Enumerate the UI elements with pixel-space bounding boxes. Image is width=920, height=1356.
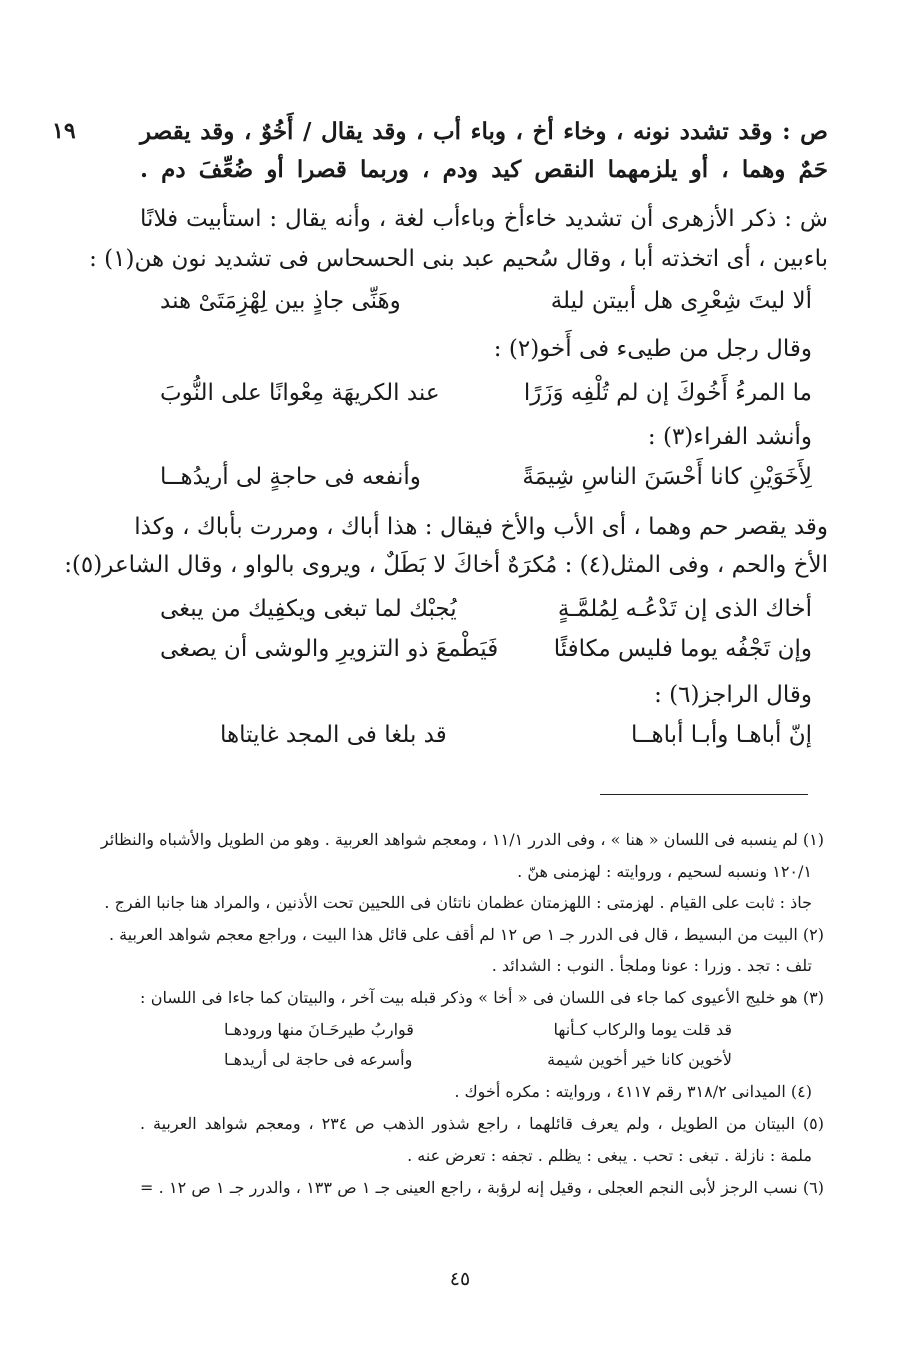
verse-5-second-hemistich: فَيَطْمعَ ذو التزويرِ والوشى أن يصغى [160,636,499,662]
verse-1-second-hemistich: وهَنِّى جاذٍ بين لِهْزِمَتَىْ هند [160,288,401,314]
verse-3-first-hemistich: لِأَخَوَيْنِ كانا أَحْسَنَ الناسِ شِيمَةً [522,464,812,490]
verse-6-first-hemistich: إنّ أباهـا وأبـا أباهــا [631,722,812,748]
footnote-verse-2-second-hemistich: وأسرعه فى حاجة لى أريدهـا [224,1050,413,1069]
footnote-2-gloss: تلف : تجد . وزرا : عونا وملجأ . النوب : الشدائد . [491,956,812,975]
footnote-6: (٦) نسب الرجز لأبى النجم العجلى ، وقيل إنه لرؤبة ، راجع العينى جـ ١ ص ١٣٣ ، والدرر جـ ١ ص ١٢ . = [140,1178,824,1197]
verse-6-second-hemistich: قد بلغا فى المجد غايتاها [220,722,447,748]
verse-1-first-hemistich: ألا ليتَ شِعْرِى هل أبيتن ليلة [550,288,812,314]
intro-verse-2: وقال رجل من طيىء فى أَخو(٢) : [493,336,812,362]
page-number: ٤٥ [449,1268,471,1290]
footnote-2: (٢) البيت من البسيط ، قال فى الدرر جـ ١ ص ١٢ لم أقف على قائل هذا البيت ، وراجع معجم شواهد العربية . [108,925,824,944]
intro-verse-6: وقال الراجز(٦) : [654,682,812,708]
verse-3-second-hemistich: وأنفعه فى حاجةٍ لى أريدُهــا [160,464,421,490]
sharh-line-2: باءبين ، أى اتخذته أبا ، وقال سُحيم عبد بنى الحسحاس فى تشديد نون هن(١) : [89,246,828,272]
verse-4-second-hemistich: يُجبْك لما تبغى ويكفِيك من يبغى [160,596,457,622]
verse-5-first-hemistich: وإن تَجْفُه يوما فليس مكافئًا [553,636,812,662]
paragraph-3-line-2: الأخ والحم ، وفى المثل(٤) : مُكرَهٌ أخاكَ لا بَطَلٌ ، ويروى بالواو ، وقال الشاعر(٥): [64,552,828,578]
footnote-verse-2-first-hemistich: لأخوين كانا خير أخوين شيمة [547,1050,732,1069]
intro-verse-3: وأنشد الفراء(٣) : [647,424,812,450]
margin-number: ١٩ [52,118,76,144]
footnote-separator [600,794,808,795]
footnote-3: (٣) هو خليج الأعيوى كما جاء فى اللسان فى « أخا » وذكر قبله بيت آخر ، والبيتان كما جاءا فى اللسان : [140,988,824,1007]
footnote-5: (٥) البيتان من الطويل ، ولم يعرف قائلهما ، راجع شذور الذهب ص ٢٣٤ ، ومعجم شواهد العربية . [140,1114,824,1133]
verse-2-second-hemistich: عند الكريهَة مِعْوانًا على النُّوبَ [160,380,440,406]
paragraph-3-line-1: وقد يقصر حم وهما ، أى الأب والأخ فيقال : هذا أباك ، ومررت بأباك ، وكذا [134,514,828,540]
verse-2-first-hemistich: ما المرءُ أَخُوكَ إن لم تُلْفِه وَزَرًا [523,380,812,406]
footnote-1-gloss: جاذ : ثابت على القيام . لهزمتى : اللهزمتان عظمان ناتئان فى اللحيين تحت الأذنين ، والمراد هنا جانبا الفرج . [104,893,812,912]
footnote-5-gloss: ملمة : نازلة . تبغى : تحب . يبغى : يظلم . تجفه : تعرض عنه . [407,1146,812,1165]
sharh-line-1: ش : ذكر الأزهرى أن تشديد خاءأخ وباءأب لغة ، وأنه يقال : استأبيت فلانًا [140,206,828,232]
verse-4-first-hemistich: أخاك الذى إن تَدْعُـه لِمُلمَّـةٍ [557,596,812,622]
footnote-4: (٤) الميدانى ٣١٨/٢ رقم ٤١١٧ ، وروايته : مكره أخوك . [454,1082,812,1101]
footnote-verse-1-second-hemistich: قواربُ طيرحَـانَ منها ورودهـا [224,1020,414,1039]
footnote-1-line-1: (١) لم ينسبه فى اللسان « هنا » ، وفى الدرر ١١/١ ، ومعجم شواهد العربية . وهو من الطويل والأشباه والنظائر [100,830,824,849]
footnote-verse-1-first-hemistich: قد قلت يوما والركاب كـأنها [553,1020,732,1039]
matn-line-1: ص : وقد تشدد نونه ، وخاء أخ ، وباء أب ، وقد يقال / أَخُوٌ ، وقد يقصر [140,118,828,145]
footnote-1-line-2: ١٢٠/١ ونسبه لسحيم ، وروايته : لهزمنى هنّ . [517,862,812,881]
matn-line-2: حَمٌ وهما ، أو يلزمهما النقص كيد ودم ، وربما قصرا أو ضُعِّفَ دم . [140,156,828,183]
